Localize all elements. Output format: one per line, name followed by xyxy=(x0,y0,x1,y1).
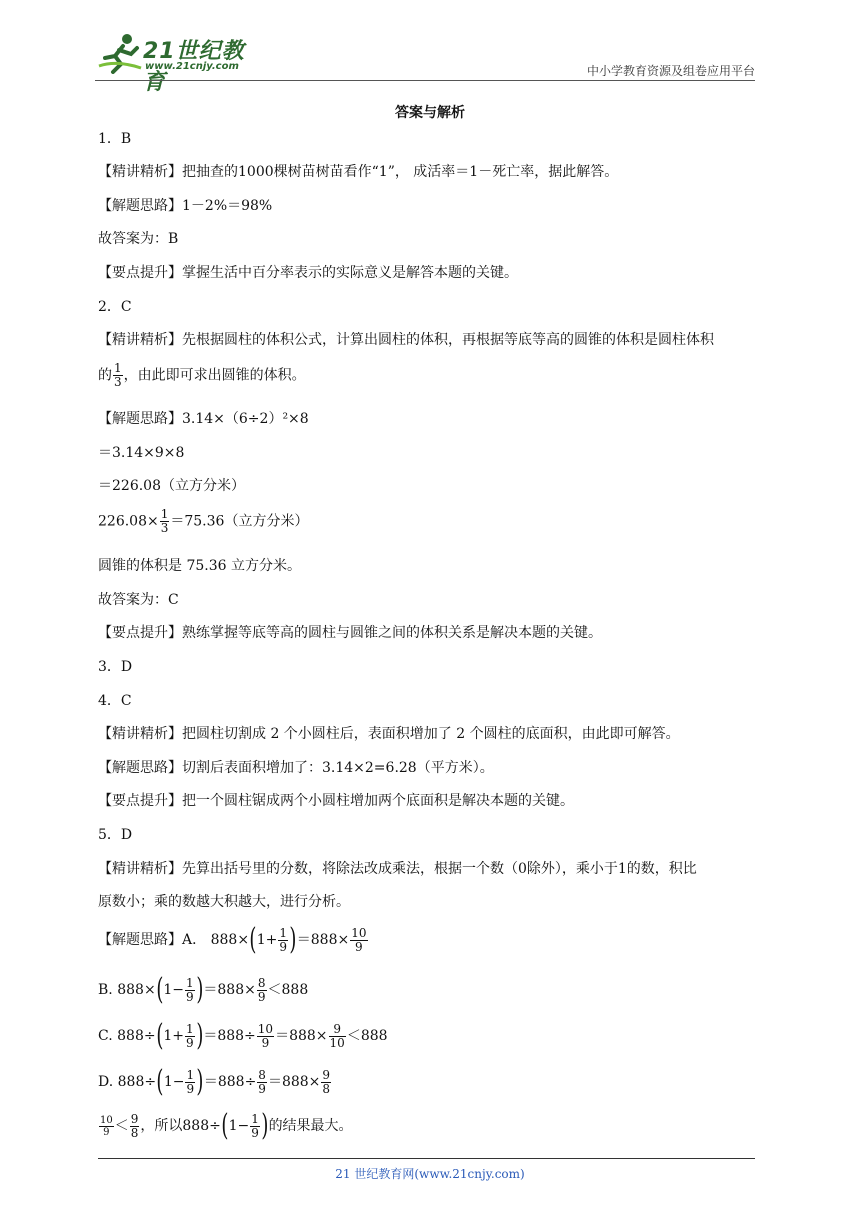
q2-result: 圆锥的体积是 75.36 立方分米。 xyxy=(98,558,301,574)
q5-analysis-1: 【精讲精析】先算出括号里的分数，将除法改成乘法，根据一个数（0除外），乘小于1的数，积比 xyxy=(98,861,697,877)
q4-analysis: 【精讲精析】把圆柱切割成 2 个小圆柱后，表面积增加了 2 个圆柱的底面积，由此即可解答。 xyxy=(98,726,680,742)
footer-divider xyxy=(98,1158,755,1159)
runner-logo-icon xyxy=(97,32,143,74)
q2-analysis-pre: 的 xyxy=(98,367,112,384)
footer-text: 21 世纪教育网(www.21cnjy.com) xyxy=(335,1167,525,1181)
q5-number: 5．D xyxy=(98,827,133,843)
q4-tip: 【要点提升】把一个圆柱锯成两个小圆柱增加两个底面积是解决本题的关键。 xyxy=(98,793,574,809)
q2-analysis-1: 【精讲精析】先根据圆柱的体积公式，计算出圆柱的体积，再根据等底等高的圆锥的体积是圆柱体积 xyxy=(98,332,714,348)
q5-conclusion: $\frac{10}{9}$ ＜ $\frac{9}{8}$ ，所以888÷(1− $\frac{1}{9}$ )的结果最大。 xyxy=(100,1108,353,1143)
q2-tip: 【要点提升】熟练掌握等底等高的圆柱与圆锥之间的体积关系是解决本题的关键。 xyxy=(98,625,602,641)
q1-tip: 【要点提升】掌握生活中百分率表示的实际意义是解答本题的关键。 xyxy=(98,265,518,281)
logo xyxy=(95,28,265,95)
q2-step-3: 226.08× $\frac{1}{3}$ ＝75.36（立方分米） xyxy=(98,507,309,535)
fraction: $\frac{1}{3}$ xyxy=(160,507,169,535)
fraction: $\frac{1}{3}$ xyxy=(114,361,122,389)
q1-idea: 【解题思路】1－2%＝98% xyxy=(98,198,273,214)
q2-idea: 【解题思路】3.14×（6÷2）²×8 xyxy=(98,411,309,427)
q5-option-a: 【解题思路】A． 888×(1+ $\frac{1}{9}$ )＝888× $\frac{10}{9}$ xyxy=(98,922,367,957)
q5-analysis-2: 原数小；乘的数越大积越大，进行分析。 xyxy=(98,894,350,910)
logo-url: www.21cnjy.com xyxy=(145,61,239,72)
platform-name: 中小学教育资源及组卷应用平台 xyxy=(586,64,755,78)
q1-number: 1．B xyxy=(98,131,132,147)
q2-answer: 故答案为：C xyxy=(98,592,179,608)
page-title: 答案与解析 xyxy=(395,105,465,121)
q2-step-2: ＝226.08（立方分米） xyxy=(98,478,245,494)
q4-number: 4．C xyxy=(98,693,132,709)
q2-analysis-2 xyxy=(98,362,306,389)
q5-option-c: C. 888÷(1+ $\frac{1}{9}$ )＝888÷ $\frac{10}{9}$ ＝888× $\frac{9}{10}$ ＜888 xyxy=(98,1018,388,1053)
page-header xyxy=(95,28,755,95)
q4-idea: 【解题思路】切割后表面积增加了：3.14×2=6.28（平方米）。 xyxy=(98,760,494,776)
q5-option-b: B. 888×(1− $\frac{1}{9}$ )＝888× $\frac{8}{9}$ ＜888 xyxy=(98,972,309,1007)
q2-analysis-post: ，由此即可求出圆锥的体积。 xyxy=(123,367,306,384)
q1-answer: 故答案为：B xyxy=(98,231,179,247)
header-divider xyxy=(95,80,755,81)
q3-number: 3．D xyxy=(98,659,133,675)
q5-option-d: D. 888÷(1− $\frac{1}{9}$ )＝888÷ $\frac{8}{9}$ ＝888× $\frac{9}{8}$ xyxy=(98,1064,331,1099)
logo-text: 21世纪教育 xyxy=(143,39,245,95)
q2-number: 2．C xyxy=(98,299,132,315)
q1-analysis: 【精讲精析】把抽查的1000棵树苗树苗看作“1”， 成活率＝1－死亡率，据此解答。 xyxy=(98,164,619,180)
q2-step-1: ＝3.14×9×8 xyxy=(98,445,185,461)
